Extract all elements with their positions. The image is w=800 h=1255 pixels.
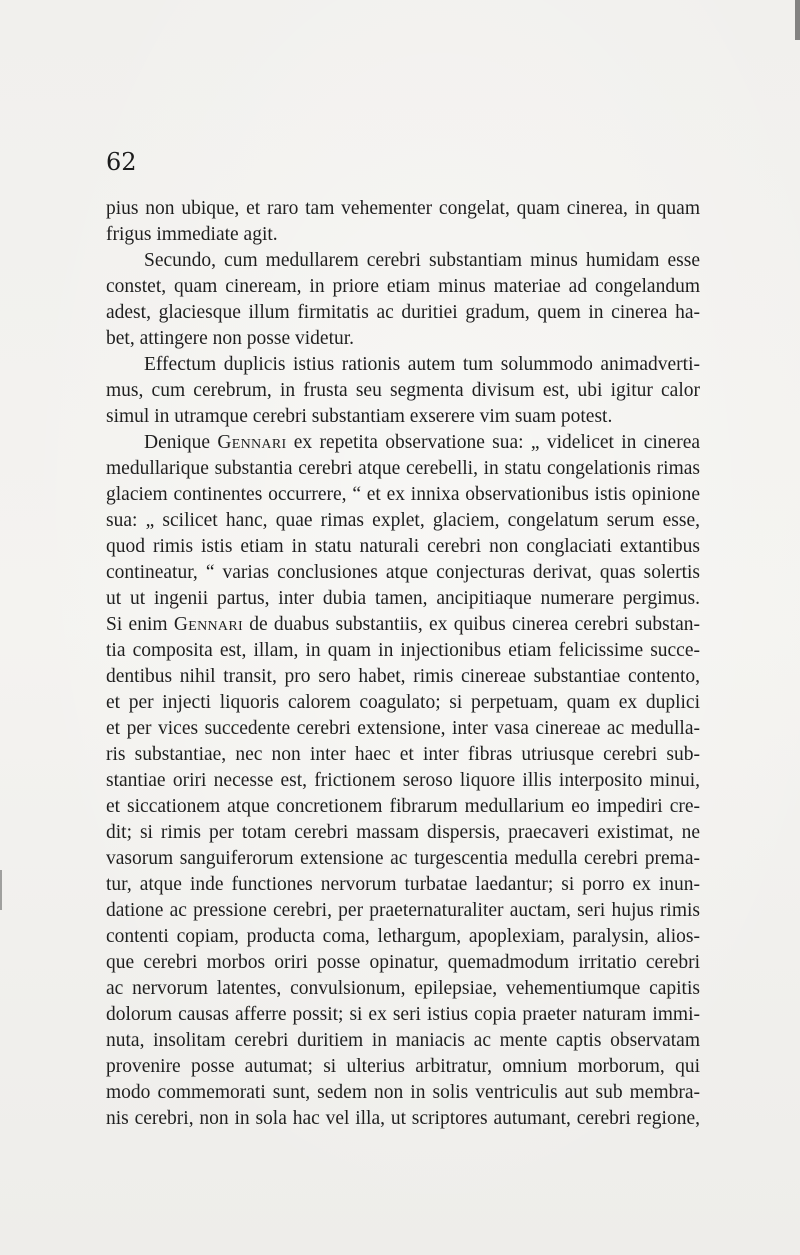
text-line: et per injecti liquoris calorem coagulato; si perpetuam, quam ex duplici	[106, 692, 700, 713]
text-line: modo commemorati sunt, sedem non in solis ventriculis aut sub membra-	[106, 1082, 700, 1103]
text-line: simul in utramque cerebri substantiam exserere vim suam potest.	[106, 406, 613, 427]
text-line: dolorum causas afferre possit; si ex seri istius copia praeter naturam immi-	[106, 1004, 700, 1025]
text-line: provenire posse autumat; si ulterius arbitratur, omnium morborum, qui	[106, 1056, 700, 1077]
text-line: Si enim Gennari de duabus substantiis, ex quibus cinerea cerebri substan-	[106, 614, 700, 635]
text-line: adest, glaciesque illum firmitatis ac duritiei gradum, quem in cinerea ha-	[106, 302, 700, 323]
page-edge-shadow	[0, 870, 2, 910]
text-line: dit; si rimis per totam cerebri massam dispersis, praecaveri existimat, ne	[106, 822, 700, 843]
text-line: tur, atque inde functiones nervorum turbatae laedantur; si porro ex inun-	[106, 874, 700, 895]
text-line: Secundo, cum medullarem cerebri substantiam minus humidam esse	[144, 250, 700, 271]
author-name: Gennari	[217, 432, 287, 453]
text-line: constet, quam cineream, in priore etiam minus materiae ad congelandum	[106, 276, 700, 297]
text-line: vasorum sanguiferorum extensione ac turgescentia medulla cerebri prema-	[106, 848, 700, 869]
text-line: ris substantiae, nec non inter haec et inter fibras utriusque cerebri sub-	[106, 744, 700, 765]
text-line: datione ac pressione cerebri, per praeternaturaliter auctam, seri hujus rimis	[106, 900, 700, 921]
text-line: Effectum duplicis istius rationis autem tum solummodo animadverti-	[144, 354, 700, 375]
text-line: sua: „ scilicet hanc, quae rimas explet, glaciem, congelatum serum esse,	[106, 510, 700, 531]
text-line: que cerebri morbos oriri posse opinatur, quemadmodum irritatio cerebri	[106, 952, 700, 973]
text-line: contineatur, “ varias conclusiones atque conjecturas derivat, quas solertis	[106, 562, 700, 583]
text-line: ac nervorum latentes, convulsionum, epilepsiae, vehementiumque capitis	[106, 978, 700, 999]
text-line: quod rimis istis etiam in statu naturali cerebri non conglaciati extantibus	[106, 536, 700, 557]
text-line: contenti copiam, producta coma, lethargum, apoplexiam, paralysin, alios-	[106, 926, 700, 947]
text-line: pius non ubique, et raro tam vehementer congelat, quam cinerea, in quam	[106, 198, 700, 219]
text-line: ut ut ingenii partus, inter dubia tamen, ancipitiaque numerare pergimus.	[106, 588, 700, 609]
text-line: et per vices succedente cerebri extensione, inter vasa cinereae ac medulla-	[106, 718, 700, 739]
text-line: stantiae oriri necesse est, frictionem seroso liquore illis interposito minui,	[106, 770, 700, 791]
text-line: glaciem continentes occurrere, “ et ex innixa observationibus istis opinione	[106, 484, 700, 505]
text-line: nuta, insolitam cerebri duritiem in maniacis ac mente captis observatam	[106, 1030, 700, 1051]
body-text	[106, 196, 700, 1132]
text-line: dentibus nihil transit, pro sero habet, rimis cinereae substantiae contento,	[106, 666, 700, 687]
text-line: bet, attingere non posse videtur.	[106, 328, 355, 349]
page-number: 62	[106, 148, 137, 176]
text-line: frigus immediate agit.	[106, 224, 278, 245]
text-line: nis cerebri, non in sola hac vel illa, ut scriptores autumant, cerebri regione,	[106, 1108, 700, 1129]
page-edge-shadow	[795, 0, 800, 40]
text-line: mus, cum cerebrum, in frusta seu segmenta divisum est, ubi igitur calor	[106, 380, 700, 401]
text-line: medullarique substantia cerebri atque cerebelli, in statu congelationis rimas	[106, 458, 700, 479]
text-line: tia composita est, illam, in quam in injectionibus etiam felicissime succe-	[106, 640, 700, 661]
text-line: Denique Gennari ex repetita observatione sua: „ videlicet in cinerea	[144, 432, 701, 453]
author-name: Gennari	[173, 614, 243, 635]
text-line: et siccationem atque concretionem fibrarum medullarium eo impediri cre-	[106, 796, 700, 817]
